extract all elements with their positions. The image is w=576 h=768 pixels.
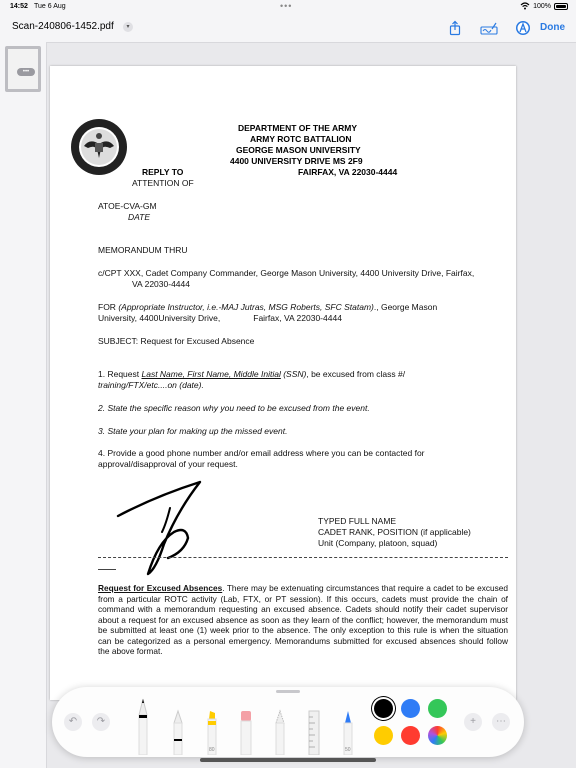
color-green-swatch[interactable]	[428, 699, 447, 718]
handwritten-signature	[116, 474, 208, 578]
redo-icon[interactable]: ↷	[92, 713, 110, 731]
subject-line: SUBJECT: Request for Excused Absence	[98, 336, 255, 346]
palette-grabber[interactable]	[276, 690, 300, 693]
office-symbol: ATOE-CVA-GM	[98, 201, 157, 211]
monoline-tool-icon[interactable]	[171, 709, 185, 755]
undo-icon[interactable]: ↶	[64, 713, 82, 731]
home-indicator[interactable]	[200, 758, 376, 762]
header-city: FAIRFAX, VA 22030-4444	[298, 167, 398, 177]
for-line-2: University, 4400University Drive, Fairfax, VA 22030-4444	[98, 313, 342, 323]
item-2: 2. State the specific reason why you need to be excused from the event.	[98, 403, 370, 413]
policy-paragraph: Request for Excused Absences. There may be extenuating circumstances that require a cadet to be excused from a particular ROTC activity (Lab, FTX, or PT session). If this occurs, cadets must provide the chain of command with a memorandum requesting an excused absence. Cadets should notify their cadet supervisor about a request for an excused absence as soon as they learn of the conflict; however, the memorandum must be submitted at least one (1) week prior to the absence. The only exception to this rule is when the situation can be categorized as a personal emergency. Memorandums submitted for excused absences should follow the above format.	[98, 583, 508, 656]
battery-icon	[554, 3, 568, 10]
divider-line	[98, 557, 508, 558]
memo-thru: MEMORANDUM THRU	[98, 245, 188, 255]
for-line-1: FOR (Appropriate Instructor, i.e.-MAJ Jutras, MSG Roberts, SFC Statam)., George Mason	[98, 302, 438, 312]
signature-rank: CADET RANK, POSITION (if applicable)	[318, 527, 471, 537]
department-seal-logo	[70, 118, 128, 176]
color-black-swatch[interactable]	[374, 699, 393, 718]
battery-percent: 100%	[533, 2, 551, 10]
page-thumbnails-sidebar	[0, 42, 47, 768]
markup-signature-icon[interactable]	[480, 20, 498, 36]
item-3: 3. State your plan for making up the missed event.	[98, 426, 288, 436]
thru-line-2: VA 22030-4444	[132, 279, 190, 289]
header-battalion: ARMY ROTC BATTALION	[250, 134, 352, 144]
add-icon[interactable]: +	[464, 713, 482, 731]
thru-line-1: c/CPT XXX, Cadet Company Commander, George Mason University, 4400 University Drive, Fairfax,	[98, 268, 475, 278]
ruler-tool-icon[interactable]	[307, 709, 321, 755]
item-1: 1. Request Last Name, First Name, Middle Initial (SSN), be excused from class #/	[98, 369, 406, 379]
date-label: DATE	[128, 212, 151, 222]
status-time: 14:52	[10, 3, 28, 10]
header-university: GEORGE MASON UNIVERSITY	[236, 145, 361, 155]
share-icon[interactable]	[447, 20, 463, 36]
page-thumbnail[interactable]	[5, 46, 41, 92]
status-bar	[0, 0, 576, 14]
reply-to: REPLY TO	[142, 167, 184, 177]
attention-of: ATTENTION OF	[132, 178, 194, 188]
lasso-tool-icon[interactable]	[273, 709, 287, 755]
pen-opacity: 50	[345, 747, 351, 753]
signature-unit: Unit (Company, platoon, squad)	[318, 538, 438, 548]
for-instructor: (Appropriate Instructor, i.e.-MAJ Jutras, MSG Roberts, SFC Statam)	[118, 302, 374, 312]
file-title[interactable]: Scan-240806-1452.pdf	[12, 21, 114, 32]
signature-name: TYPED FULL NAME	[318, 516, 397, 526]
chevron-down-icon[interactable]: ▾	[123, 22, 133, 32]
status-date: Tue 6 Aug	[34, 3, 66, 10]
wifi-icon	[520, 2, 530, 10]
multitasking-dots-icon[interactable]: •••	[280, 1, 293, 11]
document-page[interactable]	[50, 66, 516, 700]
color-yellow-swatch[interactable]	[374, 726, 393, 745]
color-red-swatch[interactable]	[401, 726, 420, 745]
document-toolbar	[0, 14, 576, 43]
item-1-line-2: training/FTX/etc....on (date).	[98, 380, 204, 390]
header-address: 4400 UNIVERSITY DRIVE MS 2F9	[230, 156, 363, 166]
more-options-icon[interactable]: ⋯	[492, 713, 510, 731]
eraser-tool-icon[interactable]	[239, 709, 253, 755]
item-4-line-2: approval/disapproval of your request.	[98, 459, 238, 469]
header-department: DEPARTMENT OF THE ARMY	[238, 123, 357, 133]
divider-line-short	[98, 569, 116, 570]
color-picker-icon[interactable]	[428, 726, 447, 745]
item-1-name: Last Name, First Name, Middle Initial	[141, 369, 281, 379]
highlighter-opacity: 80	[209, 747, 215, 753]
item-4: 4. Provide a good phone number and/or email address where you can be contacted for	[98, 448, 425, 458]
markup-palette	[52, 687, 524, 757]
color-blue-swatch[interactable]	[401, 699, 420, 718]
done-button[interactable]: Done	[540, 22, 565, 33]
more-icon[interactable]: •••	[17, 68, 35, 76]
markup-pen-icon[interactable]	[515, 20, 531, 36]
pen-tool-icon[interactable]	[136, 697, 150, 755]
policy-title: Request for Excused Absences	[98, 583, 223, 593]
